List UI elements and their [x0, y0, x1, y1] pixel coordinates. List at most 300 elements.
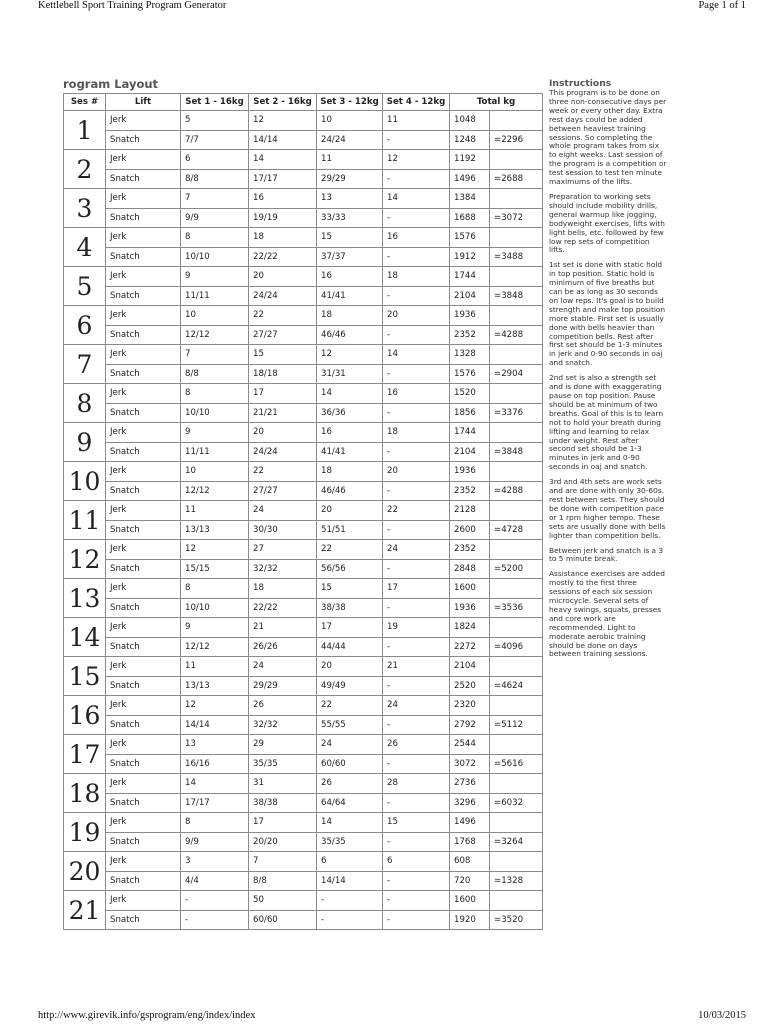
total-cell: 2736 [450, 774, 490, 794]
print-header [0, 0, 768, 14]
set-cell: 31 [249, 774, 317, 794]
session-total-cell: =4728 [490, 520, 543, 540]
total-cell: 1912 [450, 247, 490, 267]
session-total-cell: =1328 [490, 871, 543, 891]
table-row-snatch [64, 481, 543, 501]
set-cell: - [383, 871, 450, 891]
set-cell: 36/36 [317, 403, 383, 423]
set-cell: 7/7 [181, 130, 249, 150]
lift-label: Jerk [106, 267, 181, 287]
set-cell: 16 [383, 384, 450, 404]
set-cell: 55/55 [317, 715, 383, 735]
set-cell: 18 [317, 462, 383, 482]
lift-label: Snatch [106, 715, 181, 735]
set-cell: 60/60 [317, 754, 383, 774]
session-total-cell [490, 501, 543, 521]
set-cell: 32/32 [249, 559, 317, 579]
session-total-cell [490, 189, 543, 209]
set-cell: 27/27 [249, 325, 317, 345]
total-cell: 1600 [450, 579, 490, 599]
table-row-jerk [64, 423, 543, 443]
lift-label: Jerk [106, 774, 181, 794]
table-row-snatch [64, 832, 543, 852]
session-total-cell: =3536 [490, 598, 543, 618]
table-row-jerk [64, 267, 543, 287]
session-total-cell: =5616 [490, 754, 543, 774]
set-cell: 49/49 [317, 676, 383, 696]
table-row-jerk [64, 852, 543, 872]
total-cell: 1936 [450, 306, 490, 326]
set-cell: 14/14 [181, 715, 249, 735]
set-cell: - [181, 910, 249, 930]
total-cell: 1384 [450, 189, 490, 209]
set-cell: 5 [181, 111, 249, 131]
instructions-title: Instructions [549, 78, 612, 89]
set-cell: 22 [383, 501, 450, 521]
set-cell: - [383, 715, 450, 735]
total-cell: 3072 [450, 754, 490, 774]
session-number: 16 [64, 696, 106, 735]
set-cell: 21/21 [249, 403, 317, 423]
print-footer [0, 1010, 768, 1024]
lift-label: Snatch [106, 754, 181, 774]
lift-label: Snatch [106, 403, 181, 423]
table-row-snatch [64, 208, 543, 228]
table-row-snatch [64, 169, 543, 189]
table-row-jerk [64, 306, 543, 326]
instruction-paragraph: Preparation to working sets should include mobility drills, general warmup like jogging, bodyweight exercises, lifts with light bells, etc. followed by few low rep sets of competition lifts. [549, 191, 665, 255]
lift-label: Jerk [106, 540, 181, 560]
lift-label: Jerk [106, 891, 181, 911]
set-cell: 16 [317, 423, 383, 443]
total-cell: 2352 [450, 481, 490, 501]
set-cell: 24 [249, 501, 317, 521]
set-cell: - [383, 832, 450, 852]
session-total-cell [490, 852, 543, 872]
set-cell: - [383, 130, 450, 150]
table-row-snatch [64, 286, 543, 306]
set-cell: 11 [317, 150, 383, 170]
total-cell: 2792 [450, 715, 490, 735]
session-number: 6 [64, 306, 106, 345]
session-total-cell: =2296 [490, 130, 543, 150]
session-total-cell [490, 267, 543, 287]
total-cell: 1920 [450, 910, 490, 930]
session-number: 19 [64, 813, 106, 852]
set-cell: 50 [249, 891, 317, 911]
total-cell: 1496 [450, 813, 490, 833]
session-number: 10 [64, 462, 106, 501]
session-total-cell: =2904 [490, 364, 543, 384]
lift-label: Jerk [106, 462, 181, 482]
total-cell: 1496 [450, 169, 490, 189]
set-cell: 32/32 [249, 715, 317, 735]
set-cell: 26/26 [249, 637, 317, 657]
session-number: 15 [64, 657, 106, 696]
lift-label: Snatch [106, 442, 181, 462]
set-cell: - [383, 891, 450, 911]
table-row-jerk [64, 774, 543, 794]
session-number: 1 [64, 111, 106, 150]
set-cell: 9/9 [181, 208, 249, 228]
table-row-snatch [64, 910, 543, 930]
set-cell: 13/13 [181, 520, 249, 540]
header-set2: Set 2 - 16kg [249, 94, 317, 111]
session-total-cell: =6032 [490, 793, 543, 813]
session-number: 13 [64, 579, 106, 618]
set-cell: 19 [383, 618, 450, 638]
session-total-cell [490, 462, 543, 482]
set-cell: 12 [181, 540, 249, 560]
table-row-snatch [64, 559, 543, 579]
lift-label: Jerk [106, 735, 181, 755]
table-row-snatch [64, 325, 543, 345]
print-header-title: Kettlebell Sport Training Program Generator [38, 0, 227, 11]
session-total-cell: =3520 [490, 910, 543, 930]
total-cell: 2104 [450, 442, 490, 462]
set-cell: 22/22 [249, 598, 317, 618]
set-cell: - [383, 403, 450, 423]
set-cell: - [317, 891, 383, 911]
lift-label: Jerk [106, 111, 181, 131]
lift-label: Snatch [106, 910, 181, 930]
set-cell: 19/19 [249, 208, 317, 228]
total-cell: 2600 [450, 520, 490, 540]
table-row-snatch [64, 403, 543, 423]
total-cell: 608 [450, 852, 490, 872]
lift-label: Snatch [106, 871, 181, 891]
set-cell: 14 [181, 774, 249, 794]
set-cell: - [383, 169, 450, 189]
total-cell: 2104 [450, 286, 490, 306]
set-cell: 9 [181, 423, 249, 443]
session-number: 9 [64, 423, 106, 462]
set-cell: 31/31 [317, 364, 383, 384]
instruction-paragraph: This program is to be done on three non-consecutive days per week or every other day. Extra rest days could be added between heaviest training sessions. So completing the whole program takes from six to eight weeks. Last session of the program is a competition or test session to test ten minute maximums of the lifts. [549, 88, 667, 187]
session-number: 12 [64, 540, 106, 579]
instruction-paragraph: Assistance exercises are added mostly to the first three sessions of each six session microcycle. Several sets of heavy swings, squats, presses and core work are recommended. Light to moderate aerobic training should be done on days between training sessions. [549, 569, 665, 659]
total-cell: 2520 [450, 676, 490, 696]
set-cell: 17/17 [181, 793, 249, 813]
session-total-cell: =3848 [490, 442, 543, 462]
session-total-cell: =4288 [490, 325, 543, 345]
lift-label: Snatch [106, 637, 181, 657]
set-cell: 8/8 [181, 169, 249, 189]
set-cell: 12 [383, 150, 450, 170]
set-cell: 15/15 [181, 559, 249, 579]
set-cell: 8 [181, 228, 249, 248]
set-cell: 15 [317, 579, 383, 599]
lift-label: Jerk [106, 696, 181, 716]
set-cell: 9 [181, 267, 249, 287]
instruction-paragraph: Between jerk and snatch is a 3 to 5 minute break. [549, 545, 664, 564]
set-cell: 12 [317, 345, 383, 365]
table-row-jerk [64, 228, 543, 248]
session-total-cell: =5200 [490, 559, 543, 579]
set-cell: 27 [249, 540, 317, 560]
set-cell: - [383, 793, 450, 813]
set-cell: 8 [181, 384, 249, 404]
set-cell: 20 [249, 267, 317, 287]
set-cell: - [317, 910, 383, 930]
set-cell: 24/24 [317, 130, 383, 150]
session-total-cell [490, 423, 543, 443]
set-cell: 16/16 [181, 754, 249, 774]
lift-label: Snatch [106, 481, 181, 501]
session-total-cell [490, 228, 543, 248]
set-cell: 7 [181, 345, 249, 365]
set-cell: 10 [181, 462, 249, 482]
lift-label: Snatch [106, 559, 181, 579]
lift-label: Jerk [106, 150, 181, 170]
set-cell: 33/33 [317, 208, 383, 228]
instruction-paragraph: 2nd set is also a strength set and is done with exaggerating pause on top position. Pause should be at minimum of two breaths. Goal of this is to learn not to hold your breath during lifting and learning to relax under weight. Rest after second set should be 1-3 minutes in jerk and 0-90 seconds in oaj and snatch. [549, 373, 664, 472]
session-total-cell [490, 384, 543, 404]
total-cell: 2320 [450, 696, 490, 716]
set-cell: - [383, 754, 450, 774]
lift-label: Snatch [106, 793, 181, 813]
set-cell: 51/51 [317, 520, 383, 540]
session-number: 18 [64, 774, 106, 813]
set-cell: 11 [181, 501, 249, 521]
total-cell: 1744 [450, 267, 490, 287]
lift-label: Snatch [106, 676, 181, 696]
set-cell: 22 [249, 306, 317, 326]
session-total-cell [490, 306, 543, 326]
set-cell: - [181, 891, 249, 911]
set-cell: 17/17 [249, 169, 317, 189]
total-cell: 2544 [450, 735, 490, 755]
total-cell: 1328 [450, 345, 490, 365]
set-cell: 11/11 [181, 442, 249, 462]
total-cell: 1936 [450, 598, 490, 618]
table-row-jerk [64, 540, 543, 560]
session-total-cell [490, 150, 543, 170]
set-cell: 10/10 [181, 247, 249, 267]
set-cell: 41/41 [317, 286, 383, 306]
set-cell: 20 [383, 306, 450, 326]
set-cell: 28 [383, 774, 450, 794]
session-number: 14 [64, 618, 106, 657]
table-row-jerk [64, 696, 543, 716]
session-total-cell [490, 579, 543, 599]
set-cell: 11/11 [181, 286, 249, 306]
set-cell: 3 [181, 852, 249, 872]
set-cell: 38/38 [317, 598, 383, 618]
set-cell: 22 [317, 696, 383, 716]
set-cell: 24 [317, 735, 383, 755]
set-cell: 9/9 [181, 832, 249, 852]
set-cell: 21 [249, 618, 317, 638]
table-row-jerk [64, 384, 543, 404]
set-cell: 6 [317, 852, 383, 872]
set-cell: 15 [383, 813, 450, 833]
set-cell: 24 [383, 540, 450, 560]
total-cell: 1936 [450, 462, 490, 482]
set-cell: 12 [249, 111, 317, 131]
set-cell: 17 [249, 813, 317, 833]
set-cell: 11 [383, 111, 450, 131]
table-row-snatch [64, 793, 543, 813]
session-total-cell: =3376 [490, 403, 543, 423]
lift-label: Jerk [106, 618, 181, 638]
set-cell: 13/13 [181, 676, 249, 696]
lift-label: Snatch [106, 247, 181, 267]
set-cell: 60/60 [249, 910, 317, 930]
set-cell: 35/35 [249, 754, 317, 774]
set-cell: 14/14 [317, 871, 383, 891]
set-cell: 26 [249, 696, 317, 716]
table-row-jerk [64, 891, 543, 911]
lift-label: Snatch [106, 364, 181, 384]
table-row-jerk [64, 579, 543, 599]
lift-label: Snatch [106, 520, 181, 540]
set-cell: 56/56 [317, 559, 383, 579]
set-cell: 64/64 [317, 793, 383, 813]
session-total-cell [490, 735, 543, 755]
set-cell: 16 [383, 228, 450, 248]
table-row-jerk [64, 150, 543, 170]
set-cell: - [383, 637, 450, 657]
program-table [63, 93, 543, 930]
set-cell: 26 [317, 774, 383, 794]
set-cell: 8 [181, 579, 249, 599]
set-cell: 10/10 [181, 598, 249, 618]
set-cell: 35/35 [317, 832, 383, 852]
set-cell: 13 [181, 735, 249, 755]
set-cell: - [383, 286, 450, 306]
total-cell: 1824 [450, 618, 490, 638]
table-row-snatch [64, 754, 543, 774]
set-cell: 18 [249, 579, 317, 599]
set-cell: 46/46 [317, 481, 383, 501]
table-row-snatch [64, 130, 543, 150]
session-number: 20 [64, 852, 106, 891]
set-cell: 12 [181, 696, 249, 716]
total-cell: 2272 [450, 637, 490, 657]
set-cell: 14 [383, 345, 450, 365]
set-cell: - [383, 208, 450, 228]
lift-label: Snatch [106, 286, 181, 306]
session-total-cell: =3264 [490, 832, 543, 852]
set-cell: - [383, 325, 450, 345]
set-cell: 20 [383, 462, 450, 482]
total-cell: 1768 [450, 832, 490, 852]
table-row-jerk [64, 462, 543, 482]
set-cell: 8/8 [181, 364, 249, 384]
lift-label: Jerk [106, 657, 181, 677]
set-cell: 20 [317, 657, 383, 677]
lift-label: Jerk [106, 189, 181, 209]
set-cell: 20 [249, 423, 317, 443]
total-cell: 1192 [450, 150, 490, 170]
total-cell: 1688 [450, 208, 490, 228]
set-cell: 17 [383, 579, 450, 599]
set-cell: 18 [383, 423, 450, 443]
set-cell: 14/14 [249, 130, 317, 150]
session-total-cell: =3848 [490, 286, 543, 306]
table-row-jerk [64, 111, 543, 131]
lift-label: Jerk [106, 813, 181, 833]
total-cell: 1856 [450, 403, 490, 423]
set-cell: 12/12 [181, 325, 249, 345]
set-cell: 24 [383, 696, 450, 716]
header-set4: Set 4 - 12kg [383, 94, 450, 111]
print-footer-url: http://www.girevik.info/gsprogram/eng/index/index [38, 1010, 256, 1021]
set-cell: 27/27 [249, 481, 317, 501]
lift-label: Snatch [106, 325, 181, 345]
session-total-cell [490, 618, 543, 638]
session-number: 3 [64, 189, 106, 228]
header-set3: Set 3 - 12kg [317, 94, 383, 111]
set-cell: 10 [181, 306, 249, 326]
set-cell: 46/46 [317, 325, 383, 345]
session-total-cell: =3488 [490, 247, 543, 267]
session-total-cell [490, 891, 543, 911]
session-total-cell [490, 813, 543, 833]
set-cell: - [383, 442, 450, 462]
set-cell: - [383, 598, 450, 618]
session-total-cell [490, 696, 543, 716]
set-cell: 16 [317, 267, 383, 287]
session-total-cell [490, 345, 543, 365]
session-number: 2 [64, 150, 106, 189]
set-cell: 21 [383, 657, 450, 677]
table-row-jerk [64, 345, 543, 365]
set-cell: 24 [249, 657, 317, 677]
program-table-body [64, 111, 543, 930]
instructions-body [549, 89, 667, 659]
header-ses: Ses # [64, 94, 106, 111]
lift-label: Snatch [106, 130, 181, 150]
set-cell: 15 [249, 345, 317, 365]
session-total-cell [490, 774, 543, 794]
header-lift: Lift [106, 94, 181, 111]
set-cell: 38/38 [249, 793, 317, 813]
set-cell: 24/24 [249, 286, 317, 306]
header-total: Total kg [450, 94, 543, 111]
instructions-panel [549, 78, 667, 665]
session-total-cell: =4096 [490, 637, 543, 657]
lift-label: Jerk [106, 345, 181, 365]
table-row-jerk [64, 735, 543, 755]
lift-label: Jerk [106, 852, 181, 872]
set-cell: 29/29 [317, 169, 383, 189]
program-layout-title: rogram Layout [63, 77, 159, 91]
total-cell: 2104 [450, 657, 490, 677]
total-cell: 1576 [450, 228, 490, 248]
table-row-snatch [64, 637, 543, 657]
set-cell: 12/12 [181, 637, 249, 657]
total-cell: 2352 [450, 540, 490, 560]
set-cell: 18 [317, 306, 383, 326]
table-row-snatch [64, 715, 543, 735]
set-cell: 26 [383, 735, 450, 755]
session-total-cell: =5112 [490, 715, 543, 735]
session-total-cell [490, 111, 543, 131]
set-cell: 9 [181, 618, 249, 638]
total-cell: 1248 [450, 130, 490, 150]
set-cell: 17 [317, 618, 383, 638]
lift-label: Snatch [106, 169, 181, 189]
set-cell: 11 [181, 657, 249, 677]
lift-label: Jerk [106, 579, 181, 599]
lift-label: Snatch [106, 598, 181, 618]
set-cell: 44/44 [317, 637, 383, 657]
table-row-jerk [64, 813, 543, 833]
set-cell: 18 [249, 228, 317, 248]
total-cell: 2352 [450, 325, 490, 345]
